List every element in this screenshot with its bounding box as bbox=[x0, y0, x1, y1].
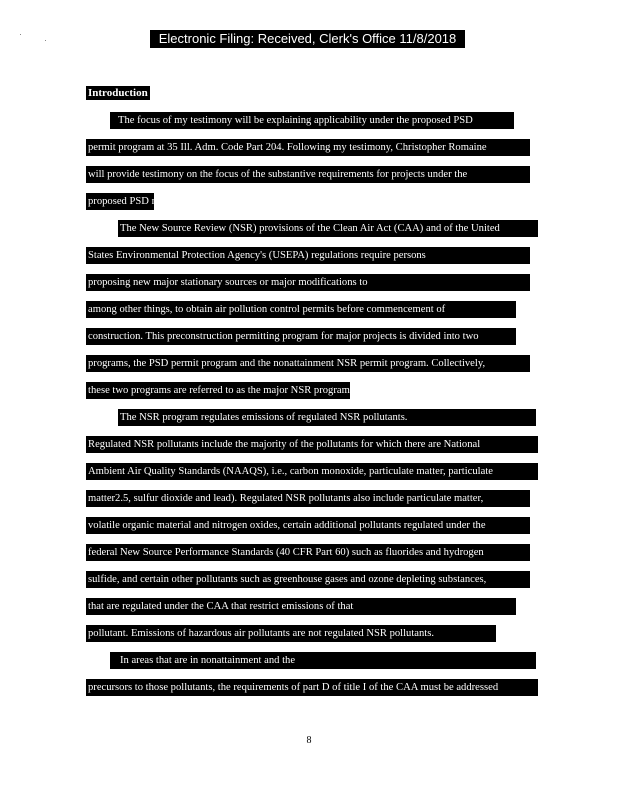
text-line: Ambient Air Quality Standards (NAAQS), i.e., carbon monoxide, particulate matter, particulate bbox=[88, 466, 493, 477]
text-line: proposing new major stationary sources or major modifications to bbox=[88, 277, 368, 288]
text-line: federal New Source Performance Standards (40 CFR Part 60) such as fluorides and hydrogen bbox=[88, 547, 484, 558]
text-line: among other things, to obtain air pollution control permits before commencement of bbox=[88, 304, 446, 315]
text-line: The NSR program regulates emissions of regulated NSR pollutants. bbox=[120, 412, 408, 423]
text-line: Regulated NSR pollutants include the majority of the pollutants for which there are National bbox=[88, 439, 481, 450]
text-line: precursors to those pollutants, the requirements of part D of title I of the CAA must be addressed bbox=[88, 682, 499, 693]
page-number: 8 bbox=[306, 735, 312, 746]
text-line: In areas that are in nonattainment and the bbox=[120, 655, 296, 666]
text-line: The New Source Review (NSR) provisions of the Clean Air Act (CAA) and of the United bbox=[120, 223, 500, 234]
text-line: permit program at 35 Ill. Adm. Code Part 204. Following my testimony, Christopher Romaine bbox=[88, 142, 487, 153]
scan-speck bbox=[45, 40, 46, 41]
filing-header: Electronic Filing: Received, Clerk's Office 11/8/2018 bbox=[150, 30, 465, 48]
scan-speck bbox=[20, 34, 21, 35]
section-heading: Introduction bbox=[88, 87, 148, 99]
text-line: that are regulated under the CAA that restrict emissions of that bbox=[88, 601, 354, 612]
text-line: The focus of my testimony will be explaining applicability under the proposed PSD bbox=[118, 115, 473, 126]
text-line: sulfide, and certain other pollutants such as greenhouse gases and ozone depleting substances, bbox=[88, 574, 487, 585]
text-line: programs, the PSD permit program and the nonattainment NSR permit program. Collectively, bbox=[88, 358, 486, 369]
text-line: proposed PSD rule. bbox=[88, 196, 171, 207]
text-line: States Environmental Protection Agency's (USEPA) regulations require persons bbox=[88, 250, 426, 261]
text-line: will provide testimony on the focus of the substantive requirements for projects under the bbox=[88, 169, 468, 180]
text-line: volatile organic material and nitrogen oxides, certain additional pollutants regulated under the bbox=[88, 520, 486, 531]
text-line: matter2.5, sulfur dioxide and lead). Regulated NSR pollutants also include particulate matter, bbox=[88, 493, 484, 504]
text-line: these two programs are referred to as the major NSR program. bbox=[88, 385, 353, 396]
text-line: construction. This preconstruction permitting program for major projects is divided into two bbox=[88, 331, 479, 342]
text-line: pollutant. Emissions of hazardous air pollutants are not regulated NSR pollutants. bbox=[88, 628, 435, 639]
